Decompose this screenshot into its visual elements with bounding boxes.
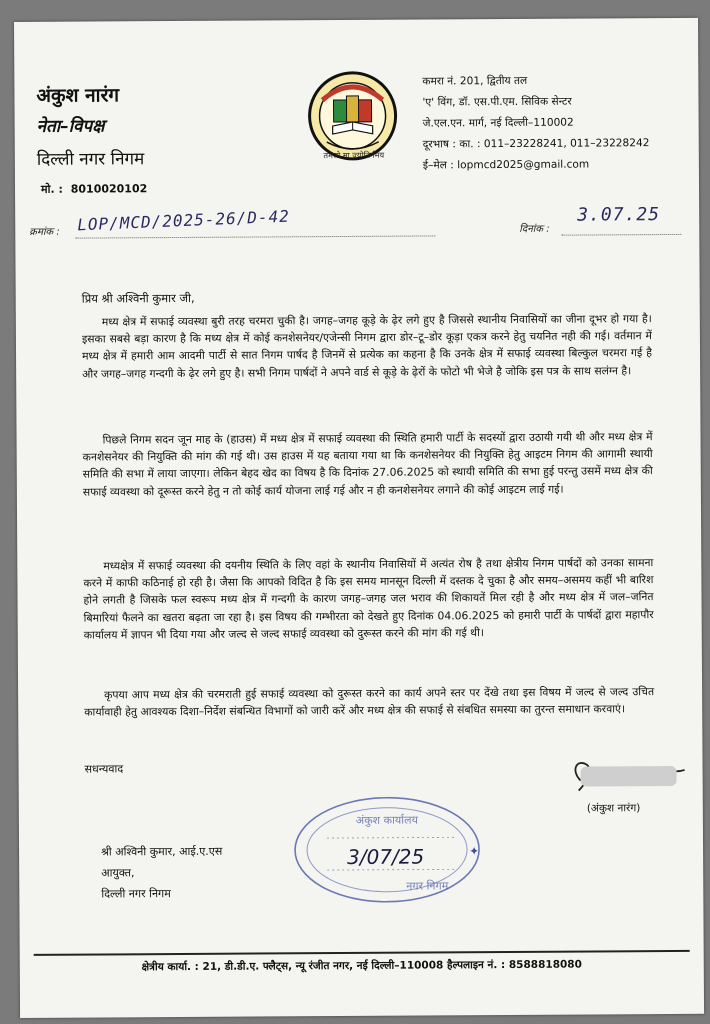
received-stamp: [287, 789, 488, 910]
recipient-organization: दिल्ली नगर निगम: [101, 887, 171, 901]
sender-mobile: [37, 181, 147, 197]
stamp-star-icon: ✦: [469, 844, 480, 859]
address-line: जे.एल.एन. मार्ग, नई दिल्ली–110002: [422, 116, 574, 130]
recipient-designation: आयुक्त,: [101, 866, 135, 880]
reference-number: LOP/MCD/2025-26/D-42: [76, 206, 291, 235]
reference-dotted-line: [75, 235, 435, 238]
mcd-emblem-logo: [306, 70, 399, 163]
stamp-handwritten-date: 3/07/25: [347, 844, 425, 869]
address-line: कमरा नं. 201, द्वितीय तल: [422, 74, 528, 88]
office-address: [422, 70, 649, 176]
redacted-signature-area: [581, 766, 677, 787]
address-phone: दूरभाष : का. : 011–23228241, 011–23228242: [422, 137, 650, 151]
stamp-top-text: अंकुश कार्यालय: [355, 813, 419, 827]
letter-paragraph: पिछले निगम सदन जून माह के (हाउस) में मध्य क्षेत्र में सफाई व्यवस्था की स्थिति हमारी पार्टी के सदस्यों द्वारा उठायी गयी थी और मध्य क्षेत्र में कनशेसनेयर की नियुक्ति की मांग की गई थी। उस हाउस में यह बताया गया था कि कनशेसनेयर की नियुक्ति हेतु आइटम निगम की आगामी स्थायी समिति की सभा में लाया जाएगा। लेकिन बेहद खेद का विषय है कि दिनांक 27.06.2025 को स्थायी समिति की सभा हुई परन्तु उसमें मध्य क्षेत्र की सफाई व्यवस्था को दूरूस्त करने हेतु न तो कोई कार्य योजना लाई गई और न ही कनशेसनेयर लगाने की कोई आइटम लाई गई।: [82, 430, 653, 499]
letter-paragraph: मध्यक्षेत्र में सफाई व्यवस्था की दयनीय स्थिति के लिए वहां के स्थानीय निवासियों में अत्यंत रोष है तथा क्षेत्रीय निगम पार्षदों को उनका सामना करने में काफी कठिनाई हो रही है। जैसा कि आपको विदित है कि इस समय मानसून दिल्ली में दस्तक दे चुका है और समय–असमय कहीं भी बारिश होने लगती है जिसके फल स्वरूप मध्य क्षेत्र में गन्दगी के कारण जगह–जगह जल भराव की शिकायतें मिल रही है और मध्य क्षेत्र में जल–जनित बिमारियां फैलने का खतरा बढ़ता जा रहा है। इस विषय की गम्भीरता को देखते हुए दिनांक 04.06.2025 को हमारी पार्टी के पार्षदों द्वारा महापौर कार्यालय में ज्ञापन भी दिया गया और जल्द से जल्द सफाई व्यवस्था को दुरूस्त करने की मांग की गई थी।: [83, 556, 654, 642]
date-label: दिनांक :: [519, 223, 550, 235]
emblem-motto: तमसो मा ज्योतिर्गमय: [323, 150, 385, 161]
sender-name: अंकुश नारंग: [36, 84, 120, 107]
footer-address: क्षेत्रीय कार्या. : 21, डी.डी.ए. फ्लैट्स, न्यू रंजीत नगर, नई दिल्ली–110008 हैल्पलाइन नं. : 8588818080: [141, 958, 582, 974]
letter-page: [14, 18, 704, 1018]
signatory-name: (अंकुश नारंग): [586, 802, 641, 815]
date-dotted-line: [561, 234, 681, 236]
sender-post: नेता–विपक्ष: [36, 116, 105, 137]
stamp-bottom-text: नगर निगम: [406, 879, 449, 893]
salutation: प्रिय श्री अश्विनी कुमार जी,: [81, 290, 195, 306]
recipient-block: [101, 841, 223, 905]
date-value: 3.07.25: [577, 204, 661, 226]
sender-organization: दिल्ली नगर निगम: [36, 149, 145, 170]
letter-paragraph: मध्य क्षेत्र में सफाई व्यवस्था बुरी तरह चरमरा चुकी है। जगह–जगह कूड़े के ढ़ेर लगे हुए है जिससे स्थानीय निवासियों का जीना दूभर हो गया है। इसका सबसे बड़ा कारण है कि मध्य क्षेत्र में कोई कनशेसनेयर/एजेन्सी निगम द्वारा डोर–टू–डोर कूड़ा एकत्र करने हेतु चयनित नही की गई। वर्तमान में मध्य क्षेत्र में हमारी आम आदमी पार्टी से सात निगम पार्षद है जिनमें से प्रत्येक का कहना है कि उनके क्षेत्र में सफाई व्यवस्था बिल्कुल चरमरा गई है और जगह–जगह गन्दगी के ढ़ेर लगे हुए है। सभी निगम पार्षदों ने अपने वार्ड से कूड़े के ढ़ेरों के फोटो भी भेजे है जोकि इस पत्र के साथ सलंग्न है।: [81, 312, 653, 381]
address-line: 'ए' विंग, डॉ. एस.पी.एम. सिविक सेन्टर: [422, 95, 572, 109]
footer-divider: [34, 950, 690, 956]
mobile-number: 8010020102: [70, 182, 148, 196]
reference-label: क्रमांक :: [29, 226, 60, 238]
mobile-label: मो. :: [40, 182, 63, 196]
letter-paragraph: कृपया आप मध्य क्षेत्र की चरमराती हुई सफाई व्यवस्था को दुरूस्त करने का कार्य अपने स्तर पर देंखे तथा इस विषय में जल्द से जल्द उचित कार्यावाही हेतु आवश्यक दिशा–निर्देश संबन्धित विभागों को जारी करें और मध्य क्षेत्र की सफाई से संबधित समस्या का तुरन्त समाधान करवाएं।: [84, 685, 655, 719]
closing: सधन्यवाद: [84, 762, 124, 776]
address-email: ई–मेल : lopmcd2025@gmail.com: [422, 158, 590, 172]
recipient-name: श्री अश्विनी कुमार, आई.ए.एस: [101, 844, 223, 859]
